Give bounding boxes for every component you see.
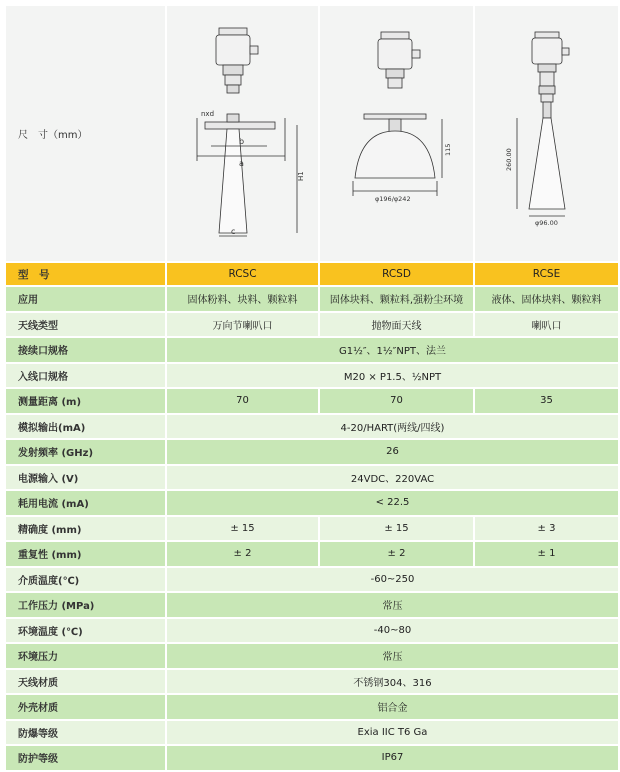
spec-label: 环境压力 (6, 644, 165, 668)
dimensions-label: 尺 寸（mm） (6, 6, 165, 261)
model-rcsc: RCSC (167, 263, 318, 285)
spec-value: 固体粉料、块料、颗粒料 (167, 287, 318, 311)
rcsc-drawing-svg (167, 6, 318, 258)
spec-label: 电源输入 (V) (6, 466, 165, 490)
spec-value: Exia IIC T6 Ga (167, 721, 618, 745)
spec-value: 70 (167, 389, 318, 413)
spec-value: -60~250 (167, 568, 618, 592)
spec-label: 工作压力 (MPa) (6, 593, 165, 617)
spec-label: 防爆等级 (6, 721, 165, 745)
spec-row (6, 644, 618, 668)
spec-row (6, 287, 618, 311)
spec-value: -40~80 (167, 619, 618, 643)
spec-value: 常压 (167, 644, 618, 668)
label-h1: H1 (297, 171, 305, 181)
spec-label: 耗用电流 (mA) (6, 491, 165, 515)
spec-value: 液体、固体块料、颗粒料 (475, 287, 618, 311)
spec-value: 不锈钢304、316 (167, 670, 618, 694)
spec-label: 重复性 (mm) (6, 542, 165, 566)
spec-row (6, 695, 618, 719)
spec-row (6, 542, 618, 566)
drawing-row (6, 6, 618, 261)
spec-value: ± 15 (167, 517, 318, 541)
rcsd-height-label: 115 (444, 143, 452, 156)
spec-row (6, 440, 618, 464)
spec-label: 环境温度 (℃) (6, 619, 165, 643)
spec-row (6, 619, 618, 643)
rcsd-drawing-svg (320, 6, 473, 258)
label-b: b (239, 137, 245, 146)
spec-label: 精确度 (mm) (6, 517, 165, 541)
spec-value: ± 3 (475, 517, 618, 541)
spec-row (6, 491, 618, 515)
rcse-dia-label: φ96.00 (535, 219, 558, 227)
model-rcsd: RCSD (320, 263, 473, 285)
label-c: c (231, 227, 236, 236)
drawing-rcsd (320, 6, 473, 261)
spec-label: 防护等级 (6, 746, 165, 770)
spec-value: ± 15 (320, 517, 473, 541)
spec-label: 应用 (6, 287, 165, 311)
spec-value: 24VDC、220VAC (167, 466, 618, 490)
spec-label: 外壳材质 (6, 695, 165, 719)
spec-value: < 22.5 (167, 491, 618, 515)
spec-row (6, 721, 618, 745)
rcse-height-label: 260.00 (505, 148, 513, 171)
spec-row (6, 313, 618, 337)
spec-value: M20 × P1.5、½NPT (167, 364, 618, 388)
spec-value: 抛物面天线 (320, 313, 473, 337)
spec-value: 4-20/HART(两线/四线) (167, 415, 618, 439)
spec-label: 天线类型 (6, 313, 165, 337)
spec-label: 介质温度(℃) (6, 568, 165, 592)
spec-value: 固体块料、颗粒料,强粉尘环境 (320, 287, 473, 311)
spec-value: ± 2 (167, 542, 318, 566)
spec-label: 入线口规格 (6, 364, 165, 388)
label-nxd: nxd (201, 110, 215, 118)
spec-value: ± 2 (320, 542, 473, 566)
spec-value: 万向节喇叭口 (167, 313, 318, 337)
spec-row (6, 466, 618, 490)
spec-row (6, 568, 618, 592)
spec-row (6, 389, 618, 413)
spec-row (6, 517, 618, 541)
rcsd-dia-label: φ196/φ242 (375, 195, 411, 203)
spec-label: 发射频率 (GHz) (6, 440, 165, 464)
spec-row (6, 746, 618, 770)
spec-label: 接续口规格 (6, 338, 165, 362)
spec-row (6, 415, 618, 439)
model-header-label: 型 号 (6, 263, 165, 285)
spec-value: 35 (475, 389, 618, 413)
spec-value: 70 (320, 389, 473, 413)
spec-value: 铝合金 (167, 695, 618, 719)
spec-value: G1½″、1½″NPT、法兰 (167, 338, 618, 362)
spec-label: 模拟输出(mA) (6, 415, 165, 439)
spec-value: 喇叭口 (475, 313, 618, 337)
spec-row (6, 338, 618, 362)
spec-value: ± 1 (475, 542, 618, 566)
model-header-row (6, 263, 618, 285)
spec-value: 常压 (167, 593, 618, 617)
spec-table (4, 4, 620, 772)
rcse-drawing-svg (475, 6, 618, 258)
drawing-rcse (475, 6, 618, 261)
spec-label: 天线材质 (6, 670, 165, 694)
spec-value: 26 (167, 440, 618, 464)
spec-value: IP67 (167, 746, 618, 770)
model-rcse: RCSE (475, 263, 618, 285)
spec-row (6, 593, 618, 617)
label-a: a (239, 159, 244, 168)
spec-row (6, 670, 618, 694)
drawing-rcsc (167, 6, 318, 261)
spec-row (6, 364, 618, 388)
spec-label: 测量距离 (m) (6, 389, 165, 413)
